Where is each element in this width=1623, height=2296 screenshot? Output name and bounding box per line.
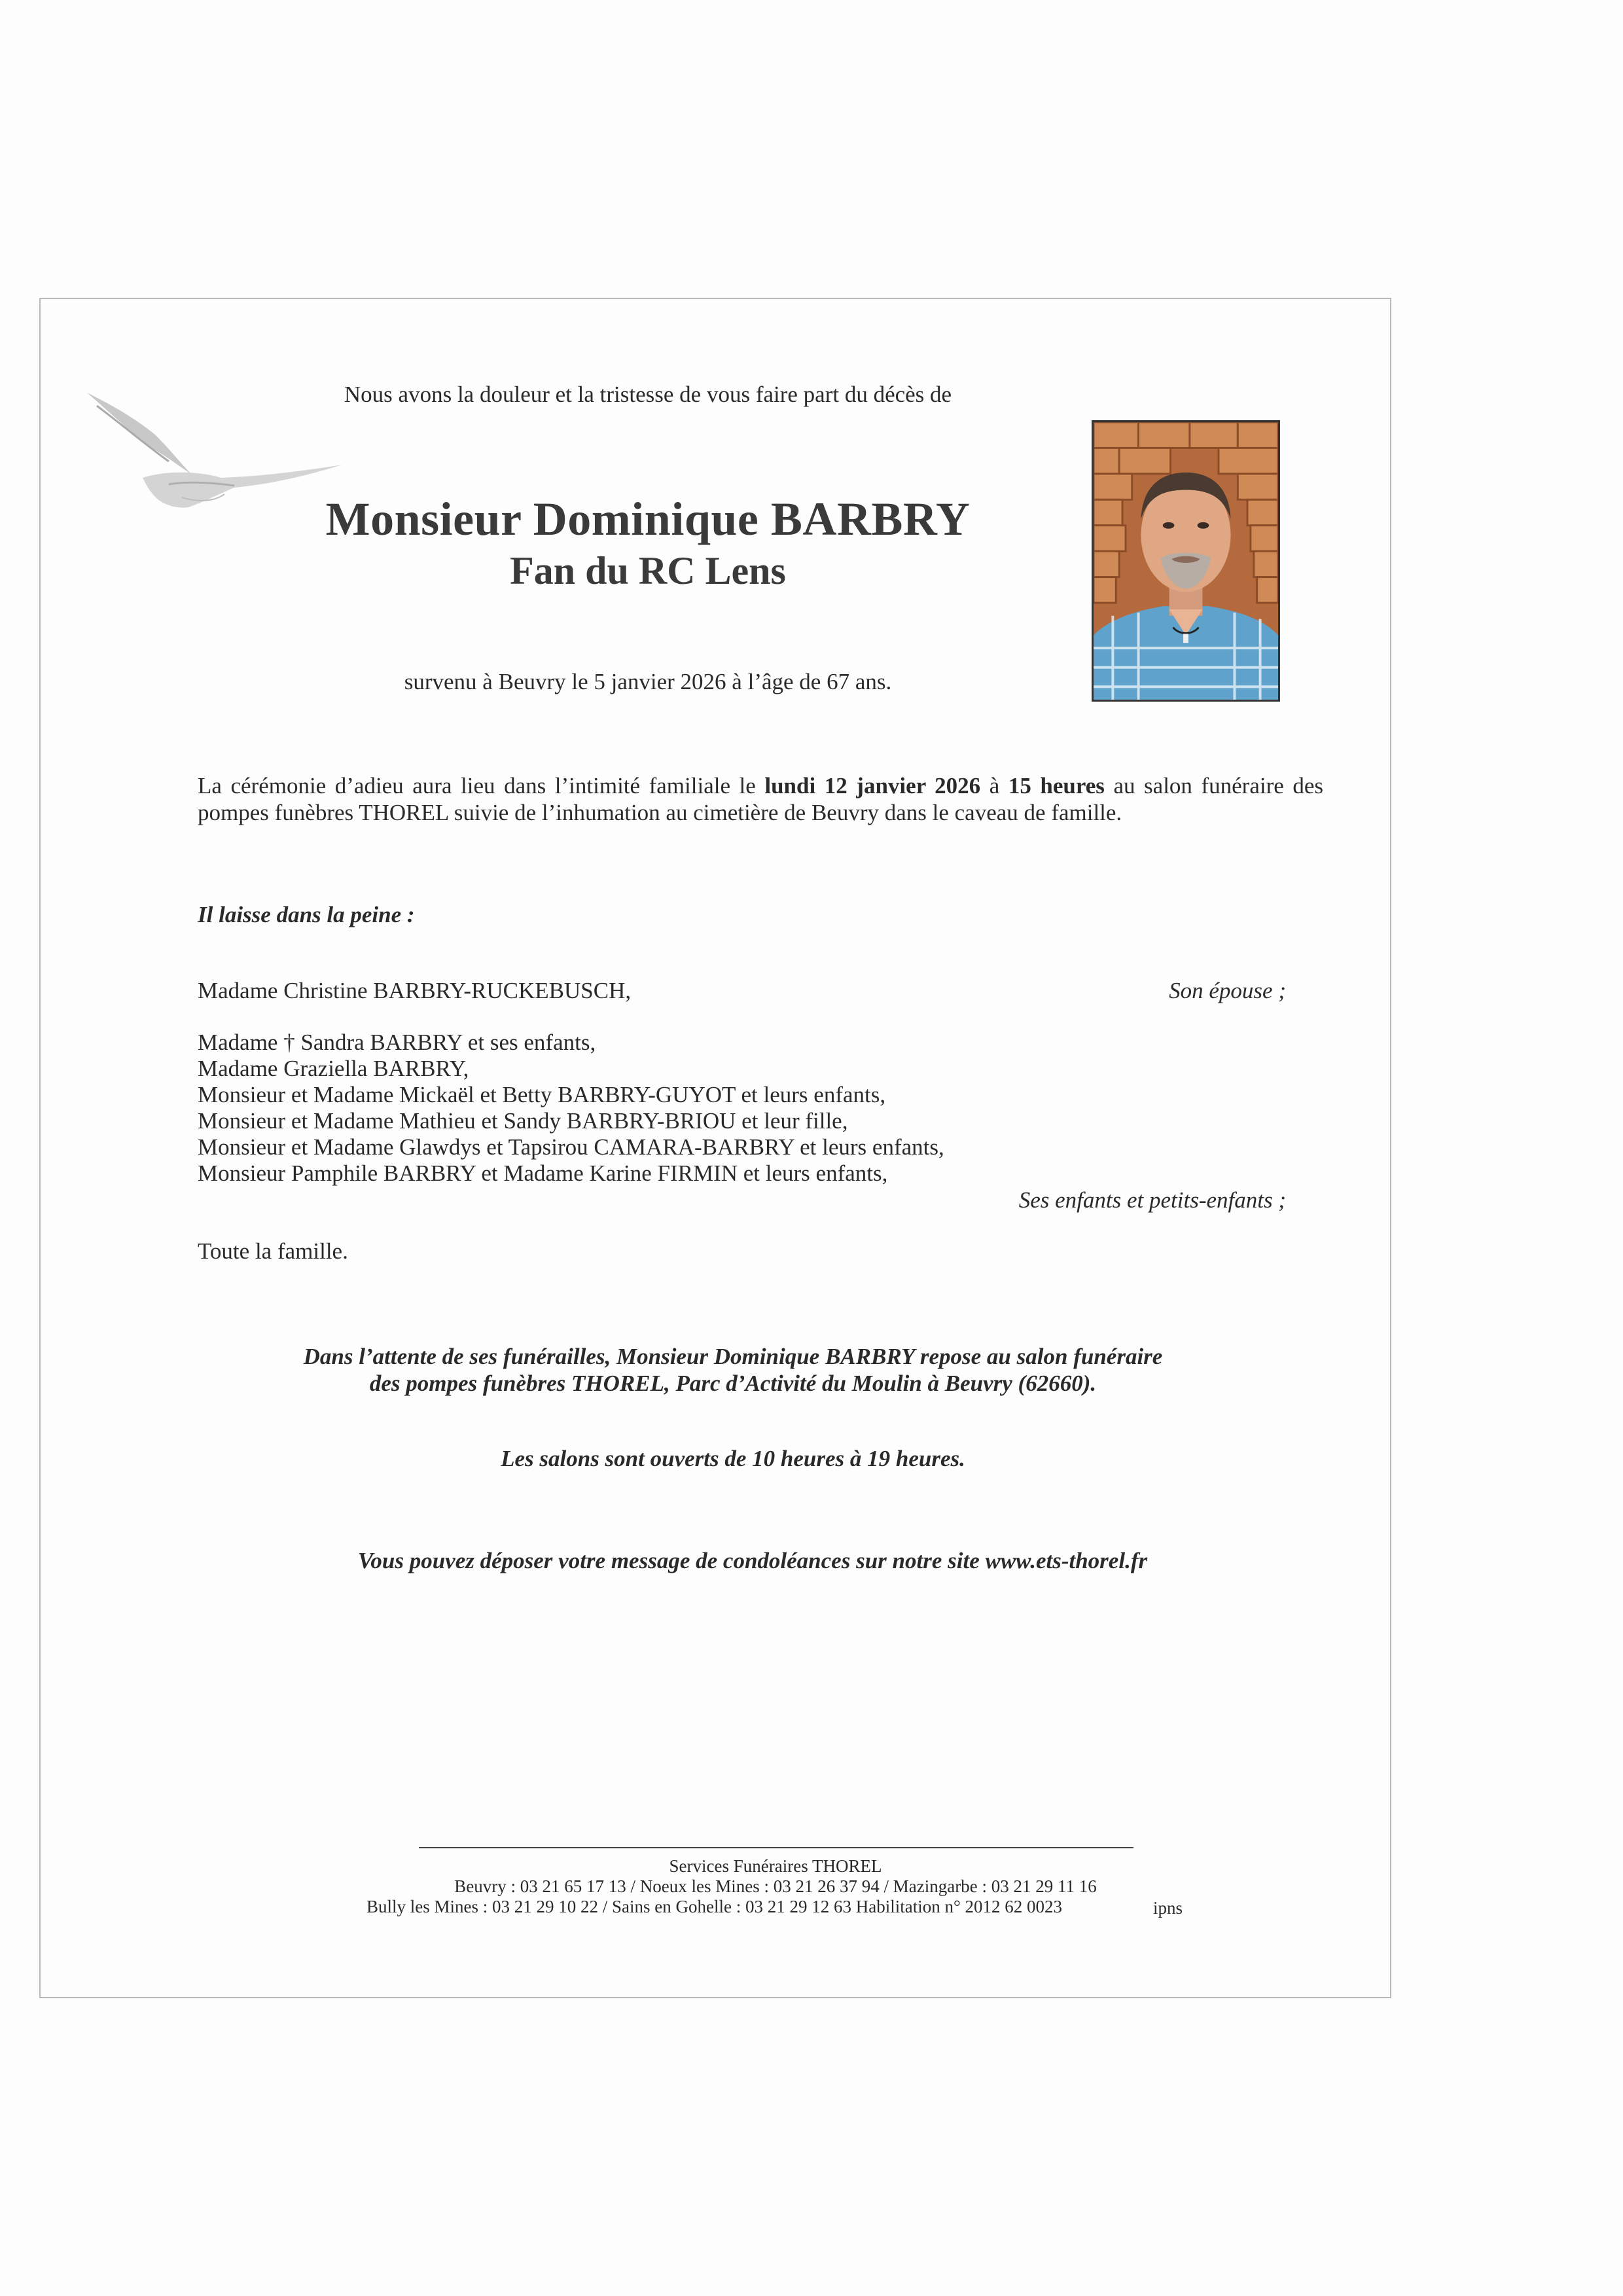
ipns-tag: ipns [1153, 1898, 1183, 1918]
footer-contacts-2: Bully les Mines : 03 21 29 10 22 / Sains en Gohelle : 03 21 29 12 63 Habilitation n° 2012 62 0023 [366, 1897, 1062, 1916]
subtitle: Fan du RC Lens [510, 549, 786, 592]
other-family: Toute la famille. [198, 1238, 348, 1264]
list-item: Monsieur Pamphile BARBRY et Madame Karine FIRMIN et leurs enfants, [198, 1160, 888, 1186]
spouse-relation: Son épouse ; [1169, 978, 1286, 1003]
ceremony-paragraph [198, 772, 1323, 826]
deceased-name: Monsieur Dominique BARBRY [325, 493, 971, 545]
footer-divider [419, 1847, 1133, 1848]
repose-line-2: des pompes funèbres THOREL, Parc d’Activité du Moulin à Beuvry (62660). [369, 1371, 1097, 1396]
list-item: Monsieur et Madame Mathieu et Sandy BARBRY-BRIOU et leur fille, [198, 1108, 848, 1134]
list-item: Madame † Sandra BARBRY et ses enfants, [198, 1030, 596, 1055]
condolences-notice: Vous pouvez déposer votre message de condoléances sur notre site www.ets-thorel.fr [357, 1548, 1148, 1573]
list-item: Madame Graziella BARBRY, [198, 1056, 469, 1081]
family-heading: Il laisse dans la peine : [198, 902, 415, 927]
children-relation: Ses enfants et petits-enfants ; [1018, 1187, 1286, 1213]
spouse-name: Madame Christine BARBRY-RUCKEBUSCH, [198, 978, 632, 1003]
opening-hours: Les salons sont ouverts de 10 heures à 19 heures. [501, 1446, 965, 1471]
company-name: Services Funéraires THOREL [669, 1856, 882, 1876]
ceremony-text-3: au salon funéraire des pompes funèbres THOREL suivie de l’inhumation au cimetière de Beuvry dans le caveau de famille. [198, 773, 1323, 825]
portrait-photo [1092, 420, 1280, 702]
ceremony-date: lundi 12 janvier 2026 [764, 773, 981, 798]
repose-notice [131, 1343, 1335, 1397]
ceremony-text-2: à [980, 773, 1008, 798]
death-details: survenu à Beuvry le 5 janvier 2026 à l’âge de 67 ans. [404, 669, 892, 694]
ceremony-time: 15 heures [1008, 773, 1105, 798]
repose-line-1: Dans l’attente de ses funérailles, Monsieur Dominique BARBRY repose au salon funéraire [303, 1344, 1163, 1369]
children-list [198, 1030, 944, 1187]
list-item: Monsieur et Madame Mickaël et Betty BARBRY-GUYOT et leurs enfants, [198, 1082, 886, 1107]
list-item: Monsieur et Madame Glawdys et Tapsirou CAMARA-BARBRY et leurs enfants, [198, 1134, 944, 1160]
ceremony-text-1: La cérémonie d’adieu aura lieu dans l’intimité familiale le [198, 773, 765, 798]
intro-text: Nous avons la douleur et la tristesse de vous faire part du décès de [344, 382, 952, 407]
footer-contacts-1: Beuvry : 03 21 65 17 13 / Noeux les Mines : 03 21 26 37 94 / Mazingarbe : 03 21 29 11 16 [454, 1876, 1097, 1896]
